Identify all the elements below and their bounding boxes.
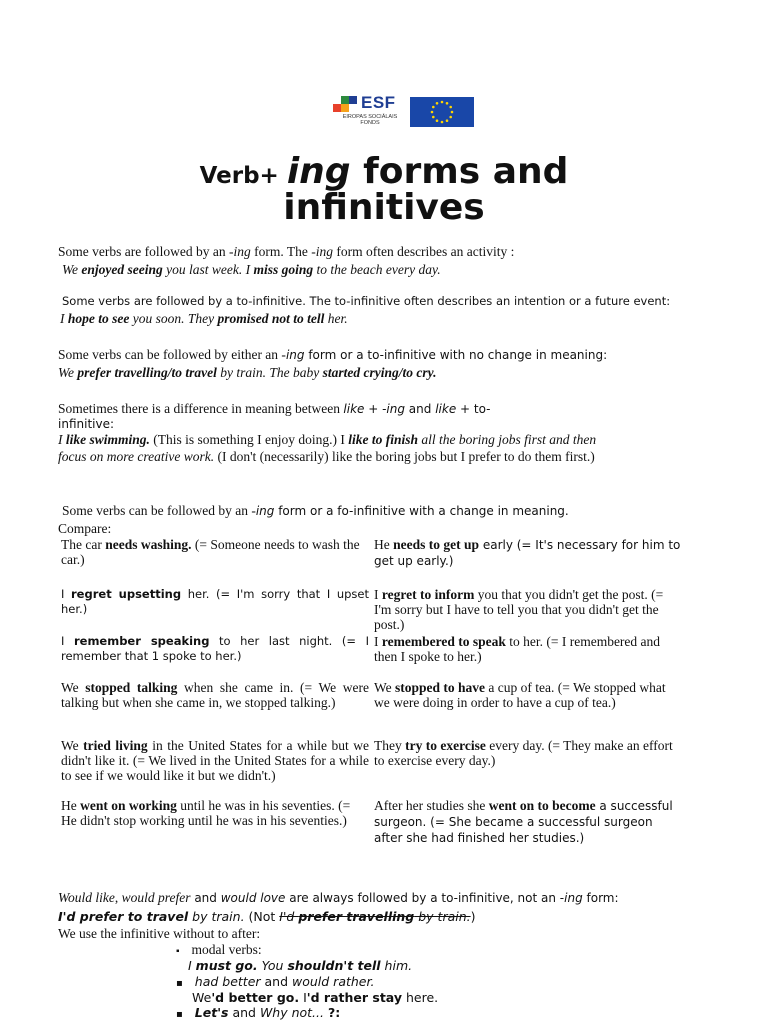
compare-label: Compare: bbox=[58, 521, 112, 536]
section-change-meaning: Some verbs can be followed by an -ing form or a fo-infinitive with a change in meaning. bbox=[62, 503, 569, 518]
pair-left-stopped: We stopped talking when she came in. (= We were talking but when she came in, we stopped talking.) bbox=[61, 680, 369, 710]
pair-left-regret: I regret upsetting her. (= I'm sorry that I upset her.) bbox=[61, 587, 369, 616]
bullet-had-better: ▪ had better and would rather. bbox=[176, 974, 375, 989]
eu-flag-icon bbox=[410, 97, 474, 127]
esf-logo-subtitle: EIROPAS SOCIĀLAIS FONDS bbox=[342, 114, 398, 126]
pair-left-went-on: He went on working until he was in his seventies. (= He didn't stop working until he was in his seventies.) bbox=[61, 798, 351, 828]
section-no-change: Some verbs can be followed by either an -ing form or a to-infinitive with no change in meaning: bbox=[58, 347, 608, 362]
example-like: I like swimming. (This is something I enjoy doing.) I like to finish all the boring jobs first and then bbox=[58, 432, 597, 447]
esf-logo-icon bbox=[333, 95, 357, 113]
section-ing-activity: Some verbs are followed by an -ing form. The -ing form often describes an activity : bbox=[58, 244, 515, 259]
pair-right-needs: He needs to get up early (= It's necessary for him to get up early.) bbox=[374, 537, 681, 568]
example-like-line2: focus on more creative work. (I don't (necessarily) like the boring jobs but I prefer to do them first.) bbox=[58, 449, 595, 464]
pair-right-went-on: After her studies she went on to become a successful surgeon. (= She became a successful surgeon after she had finished her studies.) bbox=[374, 798, 673, 845]
bullet-lets: ▪ Let's and Why not... ?: bbox=[176, 1005, 341, 1020]
pair-left-needs: The car needs washing. (= Someone needs to wash the car.) bbox=[61, 537, 360, 567]
page-title-line2: infinitives bbox=[283, 187, 485, 228]
example-had-better: We'd better go. I'd rather stay here. bbox=[192, 990, 439, 1005]
section-like: Sometimes there is a difference in meaning between like + -ing and like + to- bbox=[58, 401, 491, 416]
page-title: Verb+ ing forms and bbox=[199, 151, 569, 192]
pair-right-remember: I remembered to speak to her. (= I remembered and then I spoke to her.) bbox=[374, 634, 661, 664]
section-to-infinitive: Some verbs are followed by a to-infinitive. The to-infinitive often describes an intention or a future event: bbox=[62, 294, 671, 308]
section-like-line2: infinitive: bbox=[58, 417, 115, 431]
example-would-like: I'd prefer to travel by train. (Not I'd prefer travelling by train.) bbox=[58, 909, 476, 924]
pair-right-stopped: We stopped to have a cup of tea. (= We stopped what we were doing in order to have a cup of tea.) bbox=[374, 680, 666, 710]
example-ing-activity: We enjoyed seeing you last week. I miss going to the beach every day. bbox=[62, 262, 441, 277]
bullet-icon: ▪ bbox=[176, 1009, 183, 1020]
section-bare-infinitive: We use the infinitive without to after: bbox=[58, 926, 261, 941]
esf-logo-text: ESF bbox=[361, 93, 396, 112]
pair-right-regret: I regret to inform you that you didn't get the post. (= I'm sorry but I have to tell you that you didn't get the post.) bbox=[374, 587, 664, 632]
section-would-like: Would like, would prefer and would love are always followed by a to-infinitive, not an -ing form: bbox=[58, 890, 619, 905]
bullet-modal-verbs: ▪ modal verbs: bbox=[176, 942, 262, 957]
example-to-infinitive: I hope to see you soon. They promised not to tell her. bbox=[60, 311, 348, 326]
pair-right-tried: They try to exercise every day. (= They make an effort to exercise every day.) bbox=[374, 738, 673, 768]
example-modal-verbs: I must go. You shouldn't tell him. bbox=[188, 958, 413, 973]
example-no-change: We prefer travelling/to travel by train. The baby started crying/to cry. bbox=[58, 365, 437, 380]
esf-logo bbox=[333, 93, 475, 129]
bullet-icon: ▪ bbox=[176, 978, 183, 989]
pair-left-tried: We tried living in the United States for a while but we didn't like it. (= We lived in the United States for a while to see if we would like it but we didn't.) bbox=[61, 738, 370, 783]
bullet-icon: ▪ bbox=[176, 946, 180, 957]
pair-left-remember: I remember speaking to her last night. (= I remember that 1 spoke to her.) bbox=[61, 634, 369, 663]
